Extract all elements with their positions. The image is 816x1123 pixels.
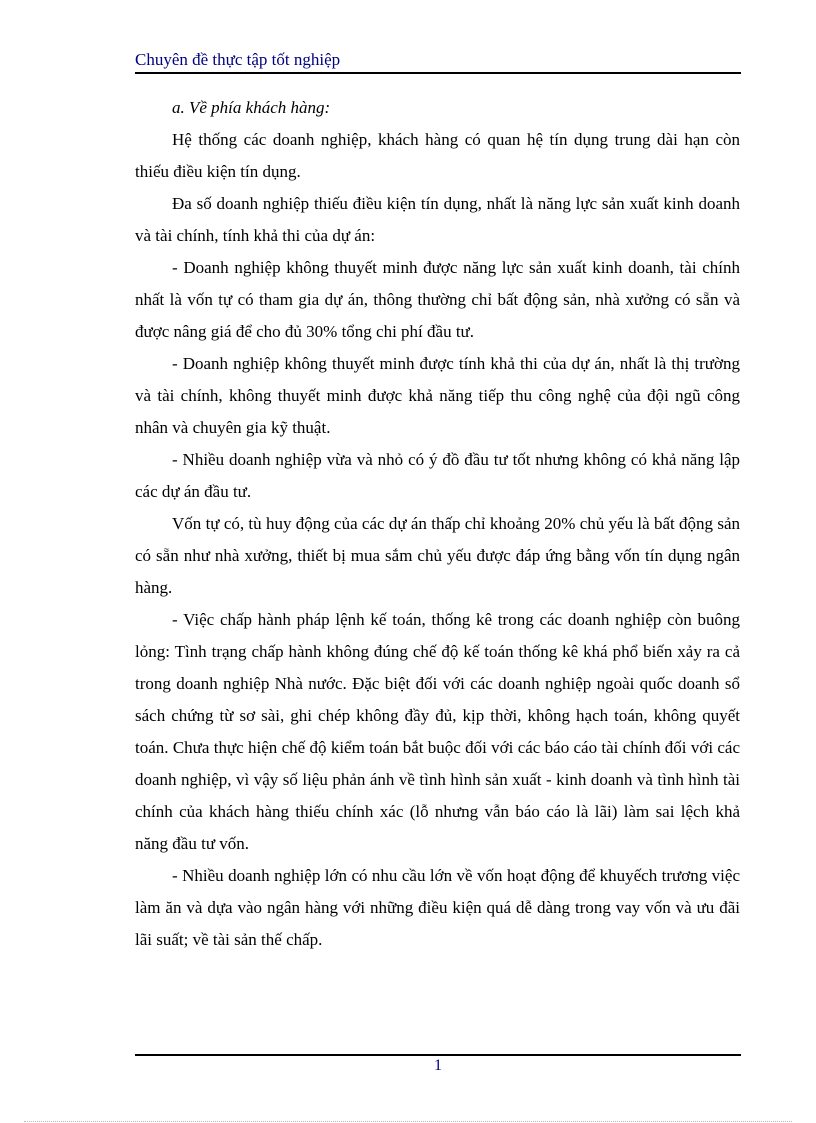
paragraph: - Doanh nghiệp không thuyết minh được tính khả thi của dự án, nhất là thị trường và tài chính, không thuyết minh được khả năng tiếp thu công nghệ của đội ngũ công nhân và chuyên gia kỹ thuật. [135,354,740,437]
paragraph: - Nhiều doanh nghiệp lớn có nhu cầu lớn về vốn hoạt động để khuyếch trương việc làm ăn và dựa vào ngân hàng với những điều kiện quá dễ dàng trong vay vốn và ưu đãi lãi suất; về tài sản thế chấp. [135,866,740,949]
paragraph: Vốn tự có, tù huy động của các dự án thấp chỉ khoảng 20% chủ yếu là bất động sản có sẵn như nhà xưởng, thiết bị mua sắm chủ yếu được đáp ứng bằng vốn tín dụng ngân hàng. [135,514,740,597]
section-subheading: a. Về phía khách hàng: [172,98,331,117]
paragraph: - Việc chấp hành pháp lệnh kế toán, thống kê trong các doanh nghiệp còn buông lỏng: Tình trạng chấp hành không đúng chế độ kế toán thống kê khá phổ biến xảy ra cả trong doanh nghiệp Nhà nước. Đặc biệt đối với các doanh nghiệp ngoài quốc doanh sổ sách chứng từ sơ sài, ghi chép không đầy đủ, kịp thời, không hạch toán, không quyết toán. Chưa thực hiện chế độ kiểm toán bắt buộc đối với các báo cáo tài chính đối với các doanh nghiệp, vì vậy số liệu phản ánh về tình hình sản xuất - kinh doanh và tình hình tài chính của khách hàng thiếu chính xác (lỗ nhưng vẫn báo cáo là lãi) làm sai lệch khả năng đầu tư vốn. [135,610,740,853]
header-title: Chuyên đề thực tập tốt nghiệp [135,50,341,69]
paragraph: Hệ thống các doanh nghiệp, khách hàng có quan hệ tín dụng trung dài hạn còn thiếu điều kiện tín dụng. [135,130,740,181]
page-edge-divider [24,1121,792,1122]
paragraph: - Doanh nghiệp không thuyết minh được năng lực sản xuất kinh doanh, tài chính nhất là vốn tự có tham gia dự án, thông thường chỉ bất động sản, nhà xưởng có sẵn và được nâng giá để cho đủ 30% tổng chi phí đầu tư. [135,258,740,341]
footer-rule [135,1054,741,1056]
paragraph: - Nhiều doanh nghiệp vừa và nhỏ có ý đồ đầu tư tốt nhưng không có khả năng lập các dự án đầu tư. [135,450,740,501]
page-number: 1 [434,1057,442,1074]
document-body [135,92,740,956]
paragraph: Đa số doanh nghiệp thiếu điều kiện tín dụng, nhất là năng lực sản xuất kinh doanh và tài chính, tính khả thi của dự án: [135,194,740,245]
page-header [135,50,741,74]
